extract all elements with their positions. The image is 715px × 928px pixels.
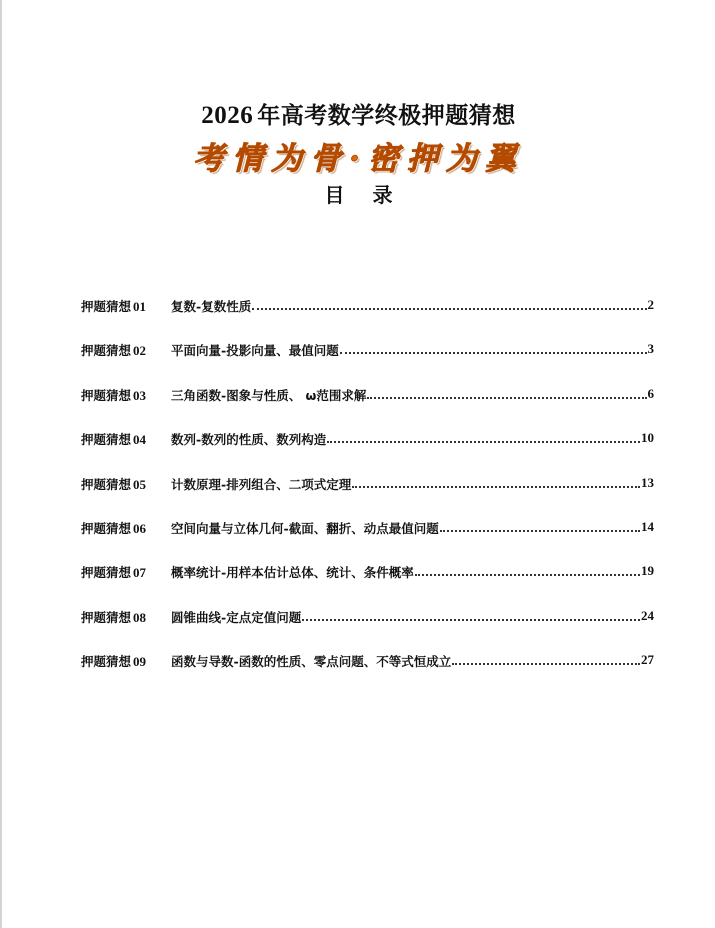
toc-dot-leader — [452, 652, 640, 668]
toc-page-number[interactable]: 10 — [641, 430, 654, 446]
toc-entry-number: 01 — [133, 299, 147, 314]
toc-entry-number: 02 — [133, 343, 147, 359]
toc-entry-label — [81, 563, 171, 581]
toc-entry[interactable] — [81, 519, 654, 563]
toc-label-text: 押题猜想 — [81, 654, 132, 670]
toc-label-text: 押题猜想 — [81, 432, 132, 448]
toc-entry-title[interactable]: 三角函数-图象与性质、 ω范围求解 — [171, 387, 367, 403]
document-subtitle: 考情为骨·密押为翼 — [193, 141, 524, 177]
toc-page-number[interactable]: 14 — [641, 518, 654, 534]
toc-dot-leader — [302, 608, 640, 624]
toc-page-number[interactable]: 3 — [647, 341, 654, 357]
toc-entry-number: 08 — [133, 609, 147, 625]
title-text: 年高考数学终极押题猜想 — [257, 103, 516, 129]
toc-entry-title[interactable]: 复数-复数性质 — [171, 299, 252, 314]
toc-entry[interactable] — [81, 341, 654, 385]
toc-page-number[interactable]: 13 — [641, 474, 654, 490]
toc-page-number[interactable]: 6 — [647, 385, 654, 401]
toc-dot-leader — [340, 341, 647, 357]
toc-entry-number: 06 — [133, 520, 147, 536]
toc-entry-label — [81, 386, 171, 404]
toc-entry[interactable] — [81, 430, 654, 474]
toc-entry-number: 04 — [133, 432, 147, 448]
toc-label-text: 押题猜想 — [81, 520, 132, 536]
toc-entry[interactable] — [81, 563, 654, 607]
toc-entry-number: 03 — [133, 387, 147, 403]
toc-label-text: 押题猜想 — [81, 609, 132, 625]
toc-entry[interactable] — [81, 608, 654, 652]
toc-page-number[interactable]: 27 — [641, 652, 654, 668]
toc-entry-label — [81, 430, 171, 448]
toc-label-text: 押题猜想 — [81, 565, 132, 581]
toc-entry[interactable] — [81, 652, 654, 696]
toc-entry[interactable] — [81, 386, 654, 430]
toc-heading — [2, 179, 715, 208]
toc-entry-number: 05 — [133, 476, 147, 492]
toc-entry[interactable] — [81, 297, 654, 341]
document-title — [2, 97, 715, 130]
toc-label-text: 押题猜想 — [81, 343, 132, 359]
toc-entry-label — [81, 608, 171, 626]
toc-dot-leader — [440, 519, 640, 535]
toc-entry-title[interactable]: 空间向量与立体几何-截面、翻折、动点最值问题 — [171, 520, 439, 536]
title-year: 2026 — [201, 102, 254, 129]
toc-dot-leader — [415, 563, 640, 579]
toc-entry-label — [81, 519, 171, 537]
toc-entry-title[interactable]: 概率统计-用样本估计总体、统计、条件概率 — [171, 565, 414, 581]
toc-label-text: 押题猜想 — [81, 387, 132, 403]
toc-page-number[interactable]: 2 — [647, 297, 654, 312]
toc-heading-part2: 录 — [372, 183, 393, 207]
toc-entry-number: 09 — [133, 654, 147, 670]
table-of-contents — [81, 297, 654, 697]
toc-entry-label — [81, 652, 171, 670]
toc-entry[interactable] — [81, 475, 654, 519]
toc-page-number[interactable]: 24 — [641, 607, 654, 623]
toc-entry-title[interactable]: 圆锥曲线-定点定值问题 — [171, 609, 302, 625]
toc-entry-label — [81, 475, 171, 493]
toc-heading-part1: 目 — [324, 183, 345, 207]
toc-entry-label — [81, 297, 171, 315]
toc-entry-title[interactable]: 平面向量-投影向量、最值问题 — [171, 343, 339, 359]
toc-entry-title[interactable]: 数列-数列的性质、数列构造 — [171, 432, 327, 448]
toc-dot-leader — [352, 475, 640, 491]
toc-entry-number: 07 — [133, 565, 147, 581]
toc-label-text: 押题猜想 — [81, 299, 132, 314]
toc-dot-leader — [367, 386, 646, 402]
toc-label-text: 押题猜想 — [81, 476, 132, 492]
toc-entry-title[interactable]: 计数原理-排列组合、二项式定理 — [171, 476, 352, 492]
toc-dot-leader — [327, 430, 640, 446]
toc-entry-label — [81, 341, 171, 359]
toc-dot-leader — [252, 297, 646, 313]
toc-page-number[interactable]: 19 — [641, 563, 654, 579]
toc-entry-title[interactable]: 函数与导数-函数的性质、零点问题、不等式恒成立 — [171, 654, 452, 670]
